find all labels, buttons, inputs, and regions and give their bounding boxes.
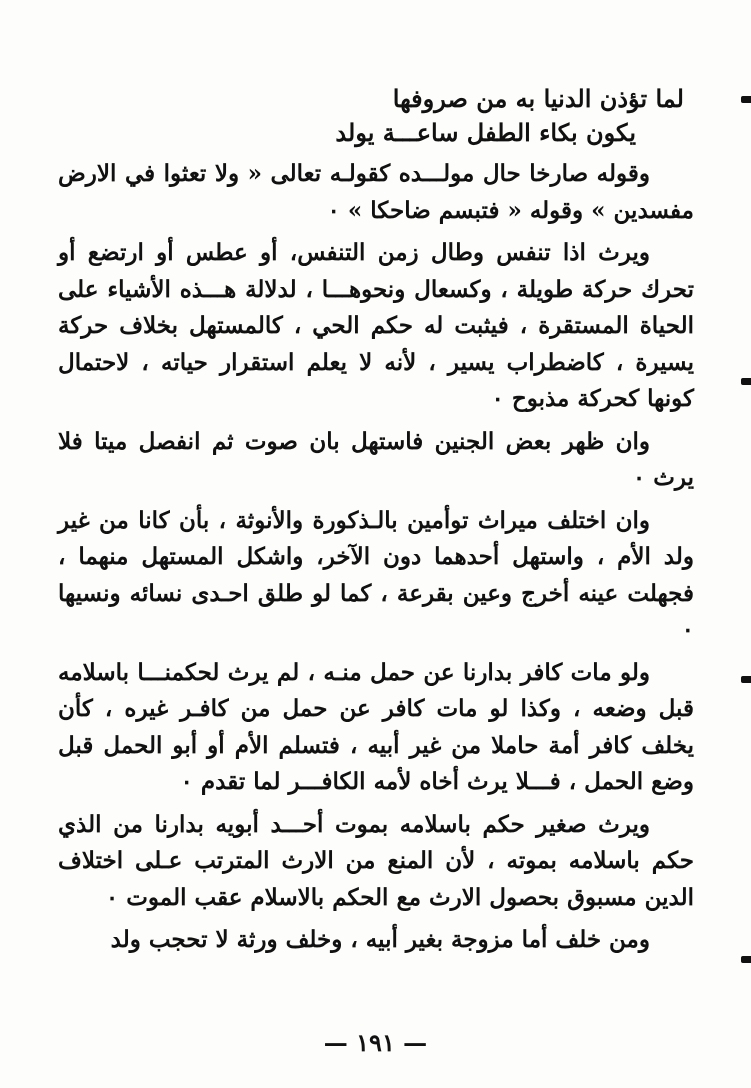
paragraph-4: وان اختلف ميراث توأمين بالـذكورة والأنوثة ، بأن كانا من غير ولد الأم ، واستهل أحدهما دون الآخر، واشكل المستهل منهما ، فجهلت عينه أخرج وعين بقرعة ، كما لو طلق احـدى نسائه ونسيها ٠	[58, 506, 694, 643]
paragraph-5: ولو مات كافر بدارنا عن حمل منـه ، لم يرث لحكمنـــا باسلامه قبل وضعه ، وكذا لو مات كافر عن حمل من كافـر غيره ، كأن يخلف كافر أمة حاملا من غير أبيه ، فتسلم الأم أو أبو الحمل قبل وضع الحمل ، فـــلا يرث أخاه لأمه الكافـــر لما تقدم ٠	[58, 658, 694, 795]
binding-mark	[741, 378, 751, 385]
paragraph-3: وان ظهر بعض الجنين فاستهل بان صوت ثم انفصل ميتا فلا يرث ٠	[58, 427, 694, 491]
paragraph-6: ويرث صغير حكم باسلامه بموت أحـــد أبويه بدارنا من الذي حكم باسلامه بموته ، لأن المنع من الارث المترتب عـلى اختلاف الدين مسبوق بحصول الارث مع الحكم بالاسلام عقب الموت ٠	[58, 810, 694, 911]
binding-mark	[741, 956, 751, 963]
paragraph-1: وقوله صارخا حال مولـــده كقولـه تعالى « ولا تعثوا في الارض مفسدين » وقوله « فتبسم ضاحكا » ٠	[58, 160, 694, 224]
paragraph-7: ومن خلف أما مزوجة بغير أبيه ، وخلف ورثة لا تحجب ولد	[110, 926, 650, 953]
binding-mark	[741, 96, 751, 103]
poem-verse-2: يكون بكاء الطفل ساعـــة يولد	[335, 118, 636, 147]
page-text	[58, 82, 694, 959]
binding-mark	[741, 676, 751, 683]
page-number: — ١٩١ —	[323, 1028, 428, 1057]
poem-verse-1: لما تؤذن الدنيا به من صروفها	[392, 84, 684, 113]
paragraph-2: ويرث اذا تنفس وطال زمن التنفس، أو عطس أو ارتضع أو تحرك حركة طويلة ، وكسعال ونحوهـــا ، لدلالة هـــذه الأشياء على الحياة المستقرة ، فيثبت له حكم الحي ، كالمستهل بخلاف حركة يسيرة ، كاضطراب يسير ، لأنه لا يعلم استقرار حياته ، لاحتمال كونها كحركة مذبوح ٠	[58, 239, 694, 412]
